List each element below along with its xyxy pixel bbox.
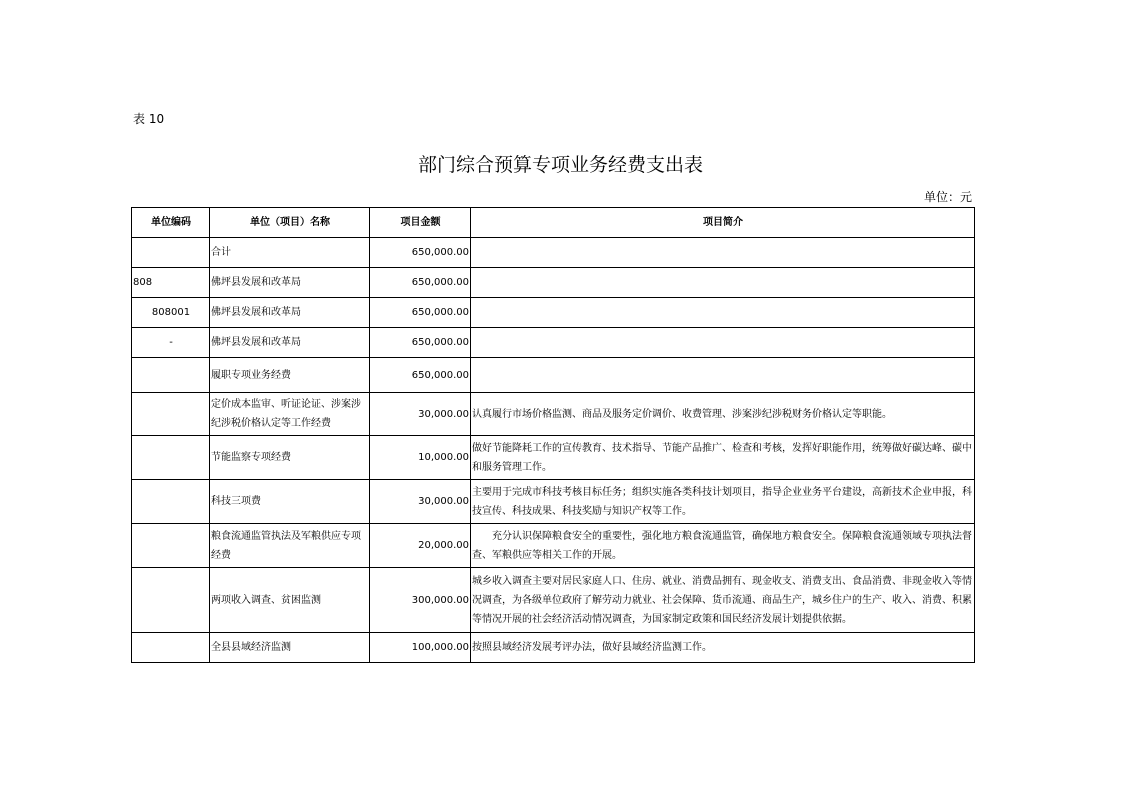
cell-amount: 650,000.00 [370,358,471,393]
cell-description: 认真履行市场价格监测、商品及服务定价调价、收费管理、涉案涉纪涉税财务价格认定等职能。 [471,393,975,436]
cell-amount: 30,000.00 [370,480,471,524]
cell-code [132,480,210,524]
table-row [132,298,975,328]
cell-amount: 10,000.00 [370,436,471,480]
cell-code [132,393,210,436]
cell-description: 充分认识保障粮食安全的重要性，强化地方粮食流通监管，确保地方粮食安全。保障粮食流通领域专项执法督查、军粮供应等相关工作的开展。 [471,524,975,568]
cell-name: 定价成本监审、听证论证、涉案涉纪涉税价格认定等工作经费 [210,393,370,436]
column-header-code: 单位编码 [132,208,210,238]
cell-description [471,268,975,298]
cell-code: 808 [132,268,210,298]
unit-label: 单位：元 [923,190,972,204]
cell-description: 城乡收入调查主要对居民家庭人口、住房、就业、消费品拥有、现金收支、消费支出、食品消费、非现金收入等情况调查，为各级单位政府了解劳动力就业、社会保障、货币流通、商品生产，城乡住户的生产、收入、消费、积累等情况开展的社会经济活动情况调查，为国家制定政策和国民经济发展计划提供依据。 [471,568,975,633]
cell-amount: 650,000.00 [370,328,471,358]
cell-description: 按照县域经济发展考评办法，做好县域经济监测工作。 [471,633,975,663]
page-title: 部门综合预算专项业务经费支出表 [417,154,703,176]
cell-code [132,568,210,633]
cell-amount: 300,000.00 [370,568,471,633]
table-row [132,568,975,633]
cell-name: 履职专项业务经费 [210,358,370,393]
cell-name: 全县县域经济监测 [210,633,370,663]
cell-description: 做好节能降耗工作的宣传教育、技术指导、节能产品推广、检查和考核，发挥好职能作用，统筹做好碳达峰、碳中和服务管理工作。 [471,436,975,480]
cell-name: 佛坪县发展和改革局 [210,268,370,298]
cell-description [471,328,975,358]
cell-amount: 20,000.00 [370,524,471,568]
table-row [132,436,975,480]
cell-amount: 30,000.00 [370,393,471,436]
table-number-label: 表 10 [133,112,165,126]
cell-code: - [132,328,210,358]
cell-amount: 100,000.00 [370,633,471,663]
cell-amount: 650,000.00 [370,268,471,298]
cell-code [132,436,210,480]
cell-name: 佛坪县发展和改革局 [210,298,370,328]
cell-name: 佛坪县发展和改革局 [210,328,370,358]
table-row [132,268,975,298]
cell-amount: 650,000.00 [370,298,471,328]
budget-table [131,207,975,663]
cell-name: 科技三项费 [210,480,370,524]
cell-name: 节能监察专项经费 [210,436,370,480]
column-header-name: 单位（项目）名称 [210,208,370,238]
cell-amount: 650,000.00 [370,238,471,268]
table-row [132,328,975,358]
table-row [132,393,975,436]
cell-code: 808001 [132,298,210,328]
cell-description [471,298,975,328]
cell-description [471,358,975,393]
cell-code [132,238,210,268]
table-row [132,633,975,663]
cell-name: 合计 [210,238,370,268]
table-header-row [132,208,975,238]
cell-description: 主要用于完成市科技考核目标任务；组织实施各类科技计划项目，指导企业业务平台建设，高新技术企业申报，科技宣传、科技成果、科技奖励与知识产权等工作。 [471,480,975,524]
cell-name: 粮食流通监管执法及军粮供应专项经费 [210,524,370,568]
cell-description [471,238,975,268]
table-row [132,480,975,524]
cell-code [132,358,210,393]
cell-code [132,633,210,663]
cell-name: 两项收入调查、贫困监测 [210,568,370,633]
cell-code [132,524,210,568]
table-row [132,238,975,268]
column-header-amount: 项目金额 [370,208,471,238]
table-row [132,358,975,393]
table-row [132,524,975,568]
column-header-description: 项目简介 [471,208,975,238]
